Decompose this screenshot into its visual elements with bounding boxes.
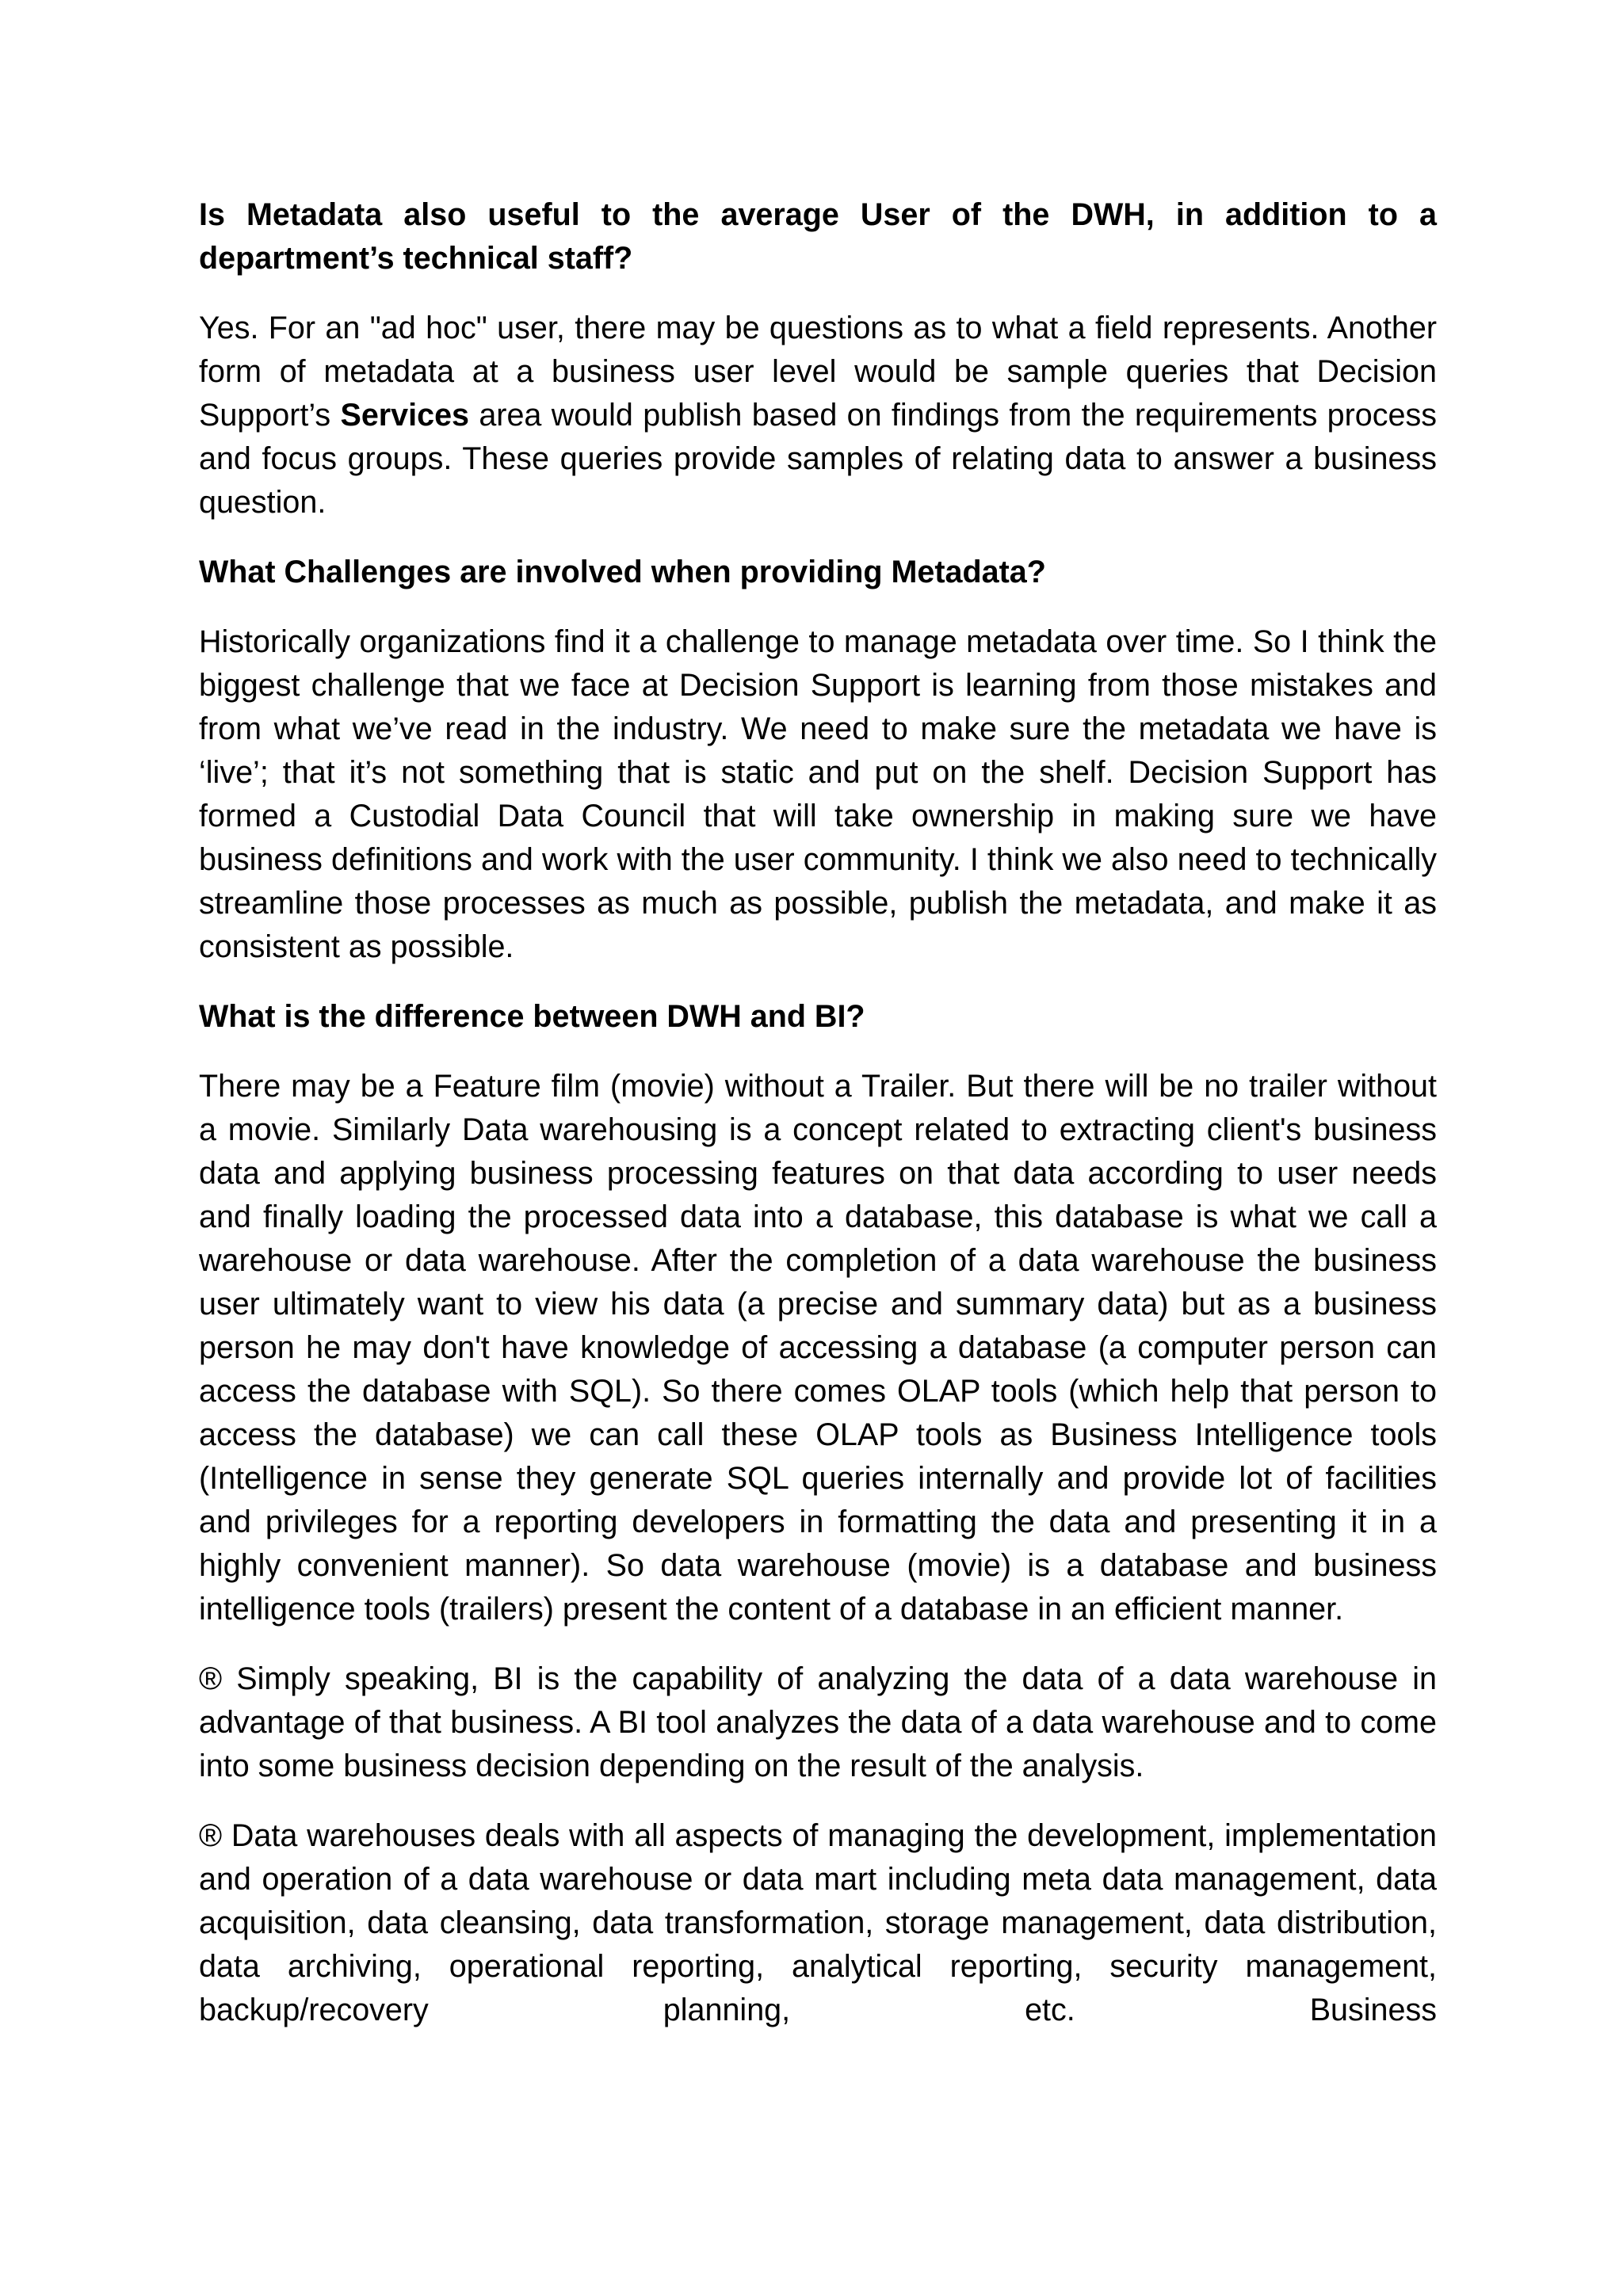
section-heading-metadata-challenges: What Challenges are involved when providing Metadata? <box>199 555 1046 589</box>
section-body-metadata-usefulness <box>199 307 1437 524</box>
section-heading-metadata-usefulness: Is Metadata also useful to the average User of the DWH, in addition to a department’s technical staff? <box>199 197 1437 276</box>
section-heading-dwh-vs-bi: What is the difference between DWH and BI? <box>199 999 865 1034</box>
section-body-dwh-vs-bi: There may be a Feature film (movie) without a Trailer. But there will be no trailer without a movie. Similarly Data warehousing is a concept related to extracting client's business data and applying business processing features on that data according to user needs and finally loading the processed data into a database, this database is what we call a warehouse or data warehouse. After the completion of a data warehouse the business user ultimately want to view his data (a precise and summary data) but as a business person he may don't have knowledge of accessing a database (a computer person can access the database with SQL). So there comes OLAP tools (which help that person to access the database) we can call these OLAP tools as Business Intelligence tools (Intelligence in sense they generate SQL queries internally and provide lot of facilities and privileges for a reporting developers in formatting the data and presenting it in a highly convenient manner). So data warehouse (movie) is a database and business intelligence tools (trailers) present the content of a database in an efficient manner. <box>199 1069 1437 1627</box>
body-text-after: area would publish based on findings from the requirements process and focus groups. These queries provide samples of relating data to answer a business question. <box>199 398 1437 520</box>
section-body-metadata-challenges: Historically organizations find it a challenge to manage metadata over time. So I think the biggest challenge that we face at Decision Support is learning from those mistakes and from what we’ve read in the industry. We need to make sure the metadata we have is ‘live’; that it’s not something that is static and put on the shelf. Decision Support has formed a Custodial Data Council that will take ownership in making sure we have business definitions and work with the user community. I think we also need to technically streamline those processes as much as possible, publish the metadata, and make it as consistent as possible. <box>199 624 1437 964</box>
bullet-paragraph-data-warehouses: ® Data warehouses deals with all aspects of managing the development, implementation and operation of a data warehouse or data mart including meta data management, data acquisition, data cleansing, data transformation, storage management, data distribution, data archiving, operational reporting, analytical reporting, security management, backup/recovery planning, etc. Business <box>199 1818 1437 2027</box>
body-text-bold-services: Services <box>340 398 470 433</box>
bullet-paragraph-bi-capability: ® Simply speaking, BI is the capability of analyzing the data of a data warehouse in advantage of that business. A BI tool analyzes the data of a data warehouse and to come into some business decision depending on the result of the analysis. <box>199 1661 1437 1783</box>
body-text-before: Yes. For an "ad hoc" user, there may be questions as to what a field represents. Another form of metadata at a business user level would be sample queries that Decision Support’s <box>199 311 1437 433</box>
document-page <box>199 193 1437 2032</box>
